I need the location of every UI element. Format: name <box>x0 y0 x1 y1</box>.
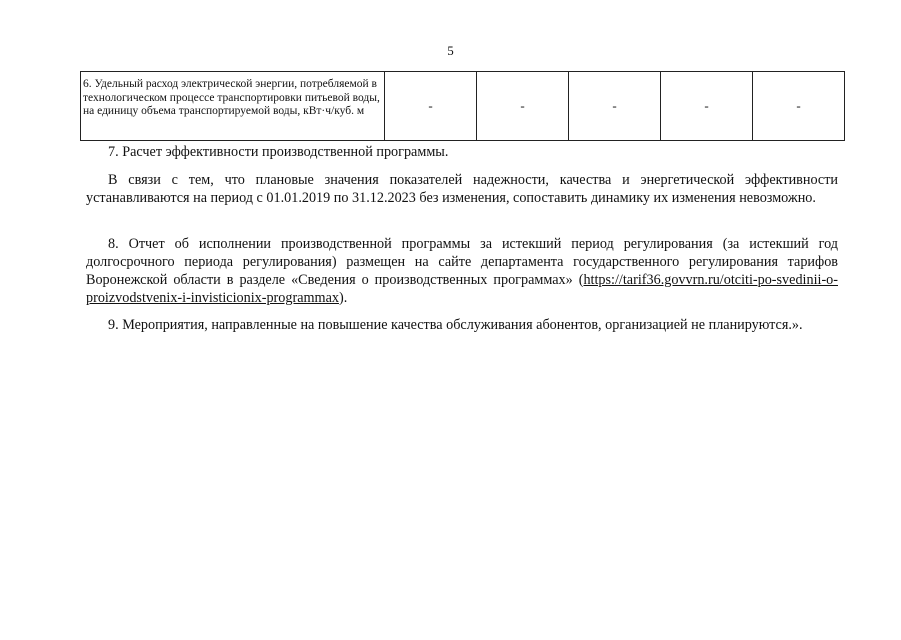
indicators-table <box>80 71 845 141</box>
value-cell-2: - <box>477 72 569 141</box>
page-number: 5 <box>447 43 454 58</box>
report-link[interactable]: https://tarif36.govvrn.ru/otciti-po-svedinii-o-proizvodstvenix-i-invisticionix-programmax <box>86 272 838 306</box>
paragraph-8-end: ). <box>338 290 348 306</box>
paragraph-7: 7. Расчет эффективности производственной программы. <box>108 144 449 160</box>
value-cell-5: - <box>753 72 845 141</box>
efficiency-paragraph: В связи с тем, что плановые значения показателей надежности, качества и энергетической эффективности устанавливаются на период с 01.01.2019 по 31.12.2023 без изменения, сопоставить динамику их изменения невозможно. <box>86 172 838 206</box>
indicator-name-cell: 6. Удельный расход электрической энергии, потребляемой в технологическом процессе транспортировки питьевой воды, на единицу объема транспортируемой воды, кВт·ч/куб. м <box>81 72 385 141</box>
paragraph-8-text: 8. Отчет об исполнении производственной программы за истекший период регулирования (за истекший год долгосрочного периода регулирования) размещен на сайте департамента государственного регулирования тарифов Воронежской области в разделе «Сведения о производственных программах» ( <box>86 236 838 288</box>
table-row <box>81 72 845 141</box>
value-cell-3: - <box>569 72 661 141</box>
value-cell-1: - <box>385 72 477 141</box>
value-cell-4: - <box>661 72 753 141</box>
paragraph-9: 9. Мероприятия, направленные на повышение качества обслуживания абонентов, организацией не планируются.». <box>108 317 803 333</box>
paragraph-8 <box>86 235 838 307</box>
